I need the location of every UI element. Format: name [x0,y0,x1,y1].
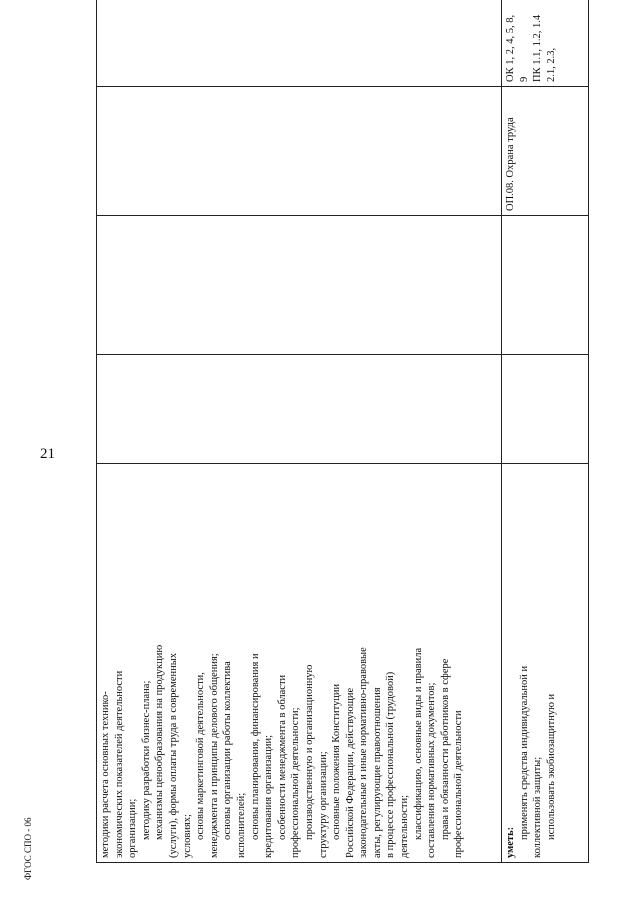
table-line: кредитования организации; [263,735,275,858]
skills-heading: уметь: [505,826,516,858]
table-line: производственную и организационную [303,664,315,840]
competencies-cell [502,0,589,87]
table-line: структуру организации; [317,751,329,858]
table-line: основы организации работы коллектива [222,661,234,840]
table-line: основы маркетинговой деятельности, [195,672,207,840]
table-line: ОК 1, 2, 4, 5, 8, [505,14,516,82]
table-line: применять средства индивидуальной и [518,665,530,840]
empty-cell [97,0,502,87]
empty-cell [502,355,589,464]
table-line: менеджмента и принципы делового общения; [208,653,220,858]
table-line: акты, регулирующие правоотношения [371,687,383,858]
empty-cell [97,87,502,216]
table-line: использовать экобиозащитную и [545,693,557,840]
table-line: механизмы ценообразования на продукцию [154,644,166,840]
table-line: классификацию, основные виды и правила [412,647,424,840]
page-number: 21 [40,446,55,462]
empty-cell [97,355,502,464]
table-line: профессиональной деятельности; [290,707,302,858]
table-line: профессиональной деятельности [453,710,465,858]
table-line: права и обязанности работников в сфере [439,658,451,840]
table-line: условиях; [181,814,193,858]
table-line: методики расчета основных технико- [100,691,111,858]
table-line: в процессе профессиональной (трудовой) [385,671,397,858]
table-line: составления нормативных документов; [426,682,438,858]
table-line: (услуги), формы оплаты труда в современных [167,652,179,858]
table-line: основные положения Конституции [331,683,343,840]
knowledge-cell [97,464,502,863]
table-line: организации; [127,798,139,858]
table-line: деятельности; [399,794,411,858]
table-line: ПК 1.1, 1.2, 1.4 [532,14,544,82]
table-line: законодательные и иные нормативно-правовые [358,647,370,858]
empty-cell [502,216,589,355]
table-line: коллективной защиты; [532,756,544,858]
table-line: 2.1, 2.3, [545,47,557,82]
table-line: Российской Федерации, действующие [344,687,356,858]
table-line: методику разработки бизнес-плана; [140,680,152,840]
footer-code: ФГОС СПО - 06 [23,817,33,880]
discipline-cell: ОП.08. Охрана труда [502,87,589,216]
skills-cell [502,464,589,863]
competency-table-rotated [96,14,578,863]
competency-table [96,0,589,863]
table-line: особенности менеджмента в области [276,674,288,840]
empty-cell [97,216,502,355]
table-line: основы планирования, финансирования и [249,653,261,840]
table-line: исполнителей; [235,792,247,858]
table-row [502,0,589,863]
table-line: 9 [518,76,530,82]
table-row [97,0,502,863]
table-line: экономических показателей деятельности [113,670,125,858]
